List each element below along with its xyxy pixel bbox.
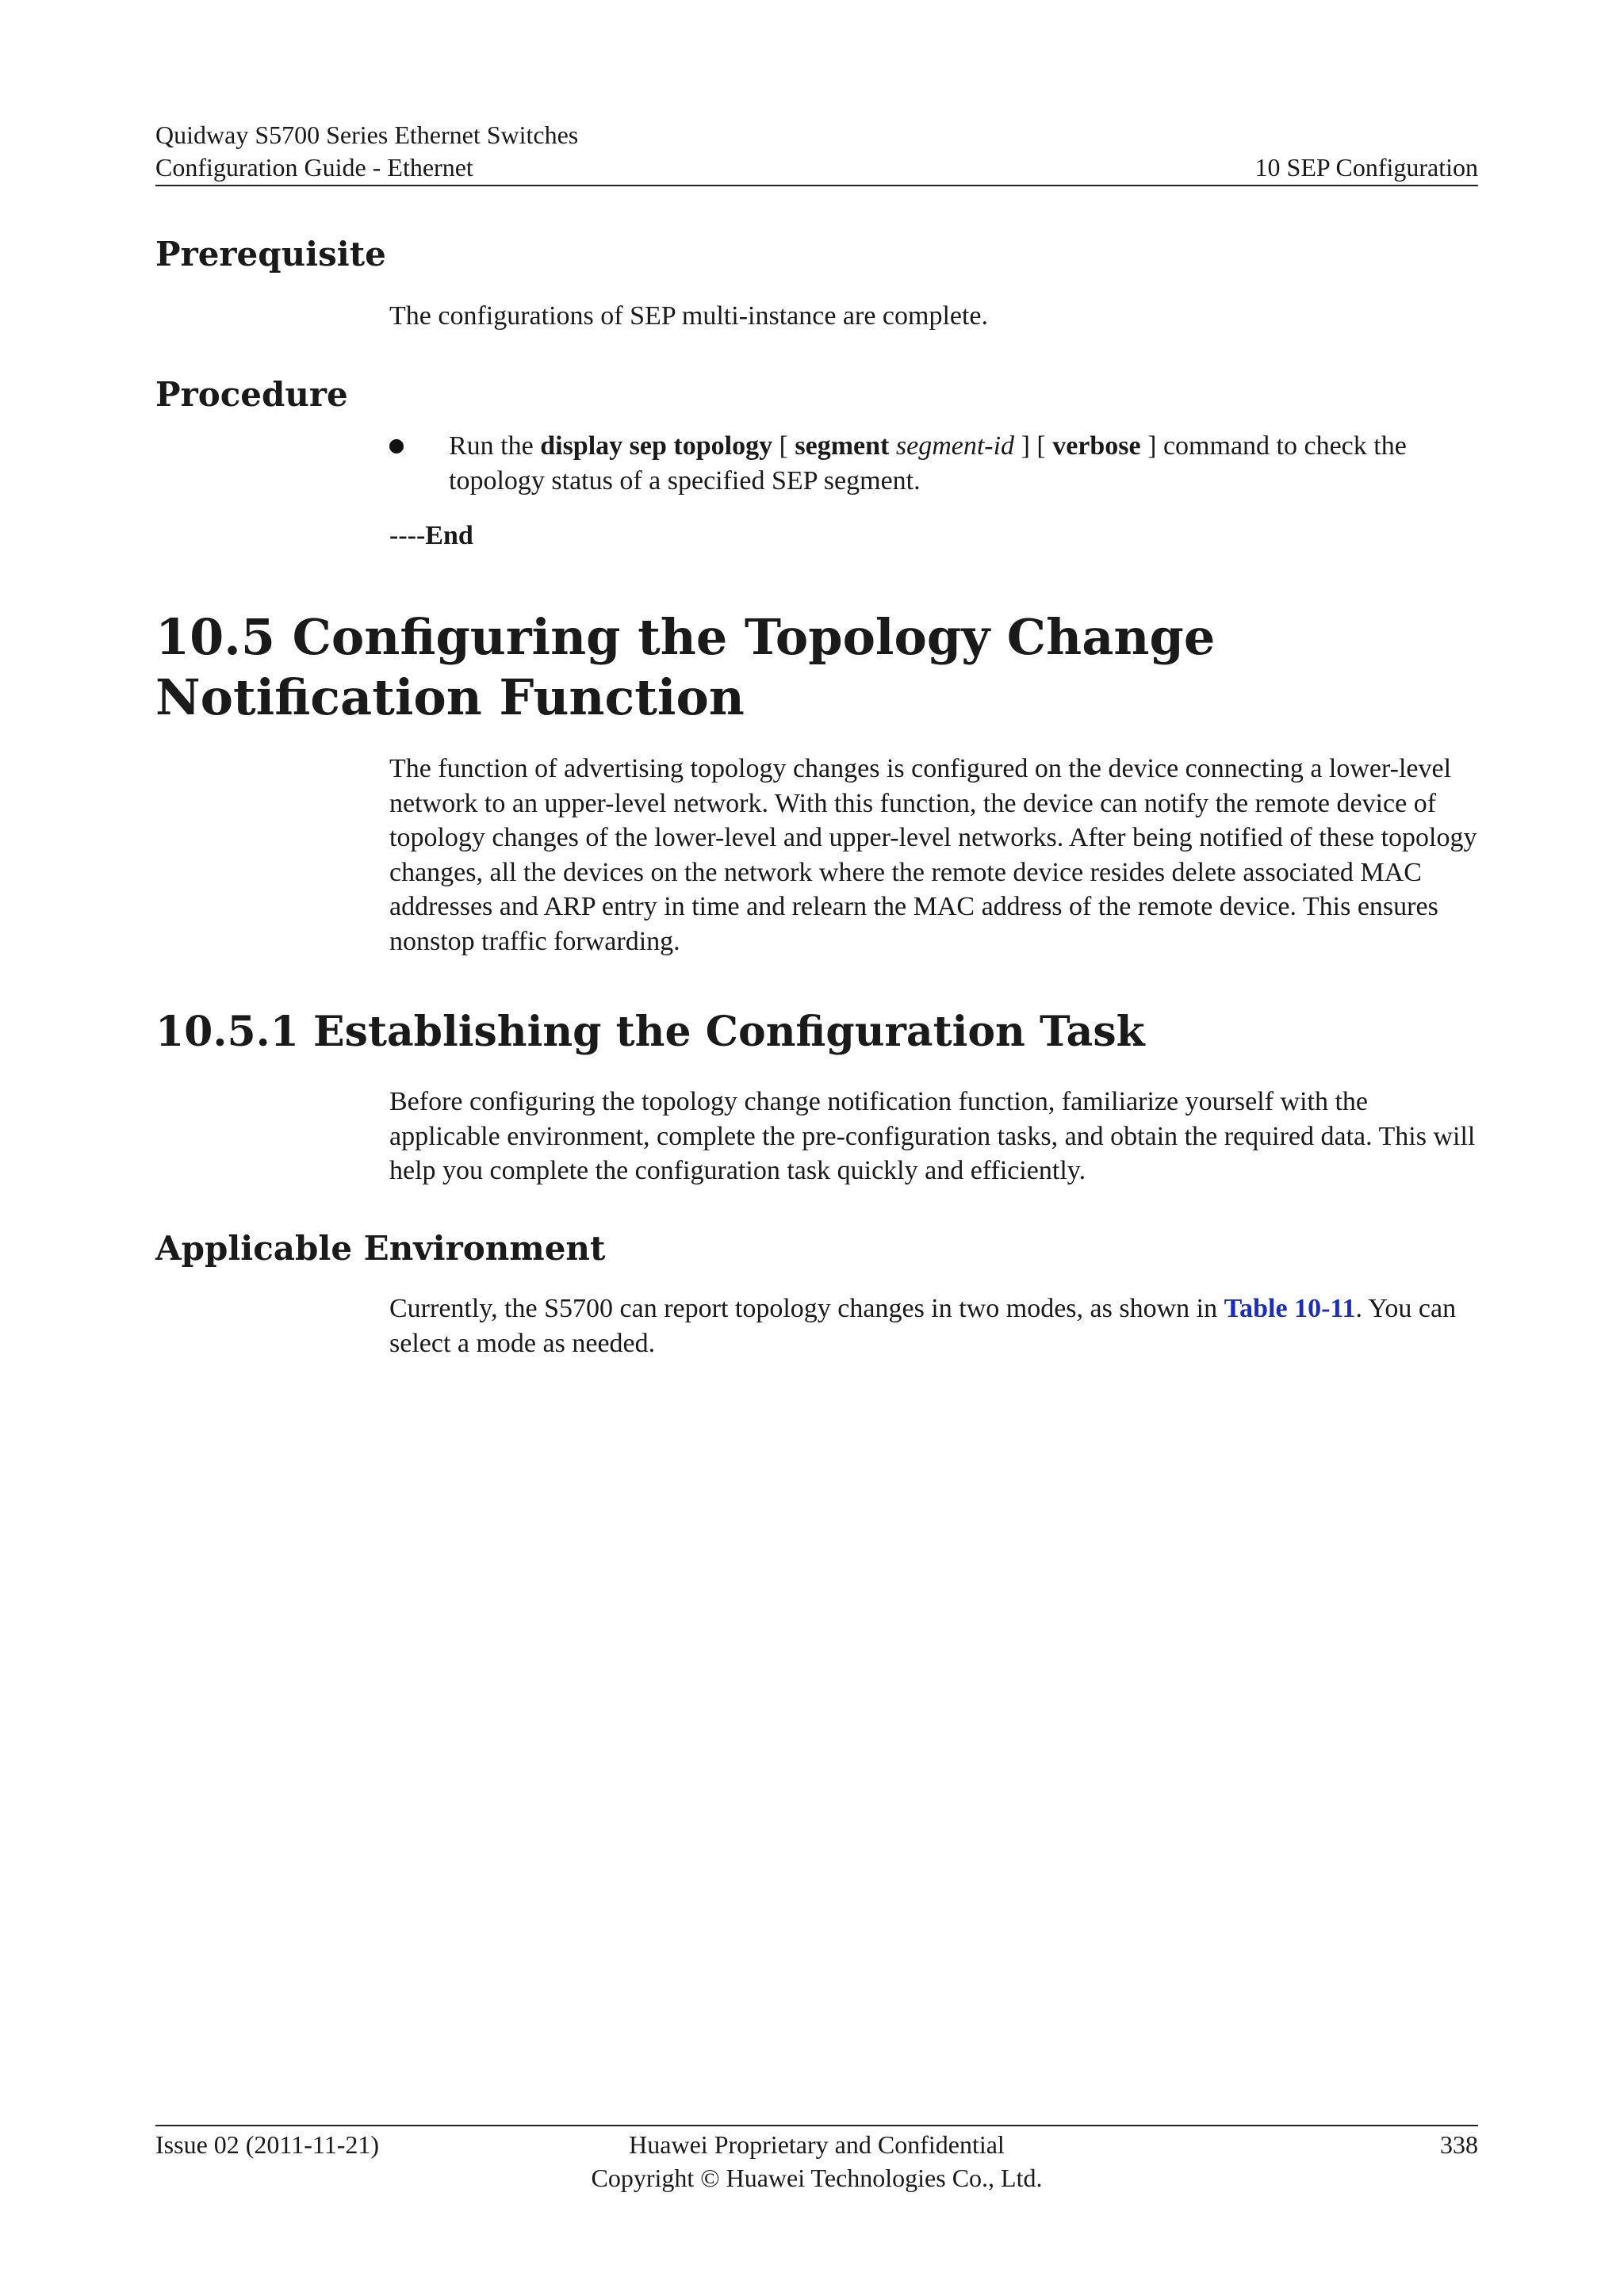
keyword-verbose: verbose bbox=[1052, 431, 1141, 461]
header-product: Quidway S5700 Series Ethernet Switches bbox=[155, 121, 579, 149]
procedure-bullet bbox=[389, 429, 1478, 498]
prerequisite-text: The configurations of SEP multi-instance are complete. bbox=[389, 301, 989, 331]
bullet-icon bbox=[389, 439, 404, 453]
footer-page-number: 338 bbox=[1440, 2130, 1478, 2159]
footer-center bbox=[155, 2128, 1478, 2195]
argument-segment-id: segment-id bbox=[895, 431, 1015, 461]
bullet-text-bracket: [ bbox=[772, 431, 795, 461]
applicable-text-before: Currently, the S5700 can report topology changes in two modes, as shown in bbox=[389, 1294, 1224, 1323]
footer-divider bbox=[155, 2125, 1478, 2126]
section-10-5-1-text: Before configuring the topology change notification function, familiarize yourself with the applicable environment, complete the pre-configuration tasks, and obtain the required data. This will help you complete the configuration task quickly and efficiently. bbox=[389, 1087, 1476, 1185]
section-10-5-text: The function of advertising topology changes is configured on the device connecting a lower-level network to an upper-level network. With this function, the device can notify the remote device of topology changes of the lower-level and upper-level networks. After being notified of these topology changes, all the devices on the network where the remote device resides delete associated MAC addresses and ARP entry in time and relearn the MAC address of the remote device. This ensures nonstop traffic forwarding. bbox=[389, 754, 1477, 956]
procedure-end: ----End bbox=[389, 521, 473, 550]
applicable-environment-text bbox=[389, 1292, 1478, 1360]
applicable-text-after: . You can select a mode as needed. bbox=[389, 1294, 1457, 1358]
bullet-text-tail: ] command to check the topology status of a specified SEP segment. bbox=[449, 431, 1407, 496]
header-divider bbox=[155, 185, 1478, 186]
footer-copyright: Copyright © Huawei Technologies Co., Ltd. bbox=[591, 2164, 1043, 2192]
keyword-segment: segment bbox=[795, 431, 890, 461]
header-chapter: 10 SEP Configuration bbox=[1254, 153, 1478, 182]
bullet-text-bracket-mid: ] [ bbox=[1014, 431, 1053, 461]
bullet-text-run: Run the bbox=[449, 431, 541, 461]
footer-issue: Issue 02 (2011-11-21) bbox=[155, 2130, 380, 2159]
procedure-bullet-text bbox=[449, 429, 1478, 498]
section-title-10-5: 10.5 Configuring the Topology Change Notification Function bbox=[155, 608, 1216, 726]
page-header bbox=[155, 119, 1478, 184]
bullet-text-space bbox=[889, 431, 896, 461]
procedure-heading: Procedure bbox=[155, 375, 348, 414]
header-guide: Configuration Guide - Ethernet bbox=[155, 153, 473, 182]
table-10-11-link[interactable]: Table 10-11 bbox=[1224, 1294, 1356, 1323]
prerequisite-heading: Prerequisite bbox=[155, 235, 386, 274]
footer-proprietary: Huawei Proprietary and Confidential bbox=[629, 2130, 1005, 2159]
applicable-environment-heading: Applicable Environment bbox=[155, 1229, 606, 1268]
section-title-10-5-1: 10.5.1 Establishing the Configuration Task bbox=[155, 1008, 1145, 1056]
command-display-sep-topology: display sep topology bbox=[540, 431, 773, 461]
